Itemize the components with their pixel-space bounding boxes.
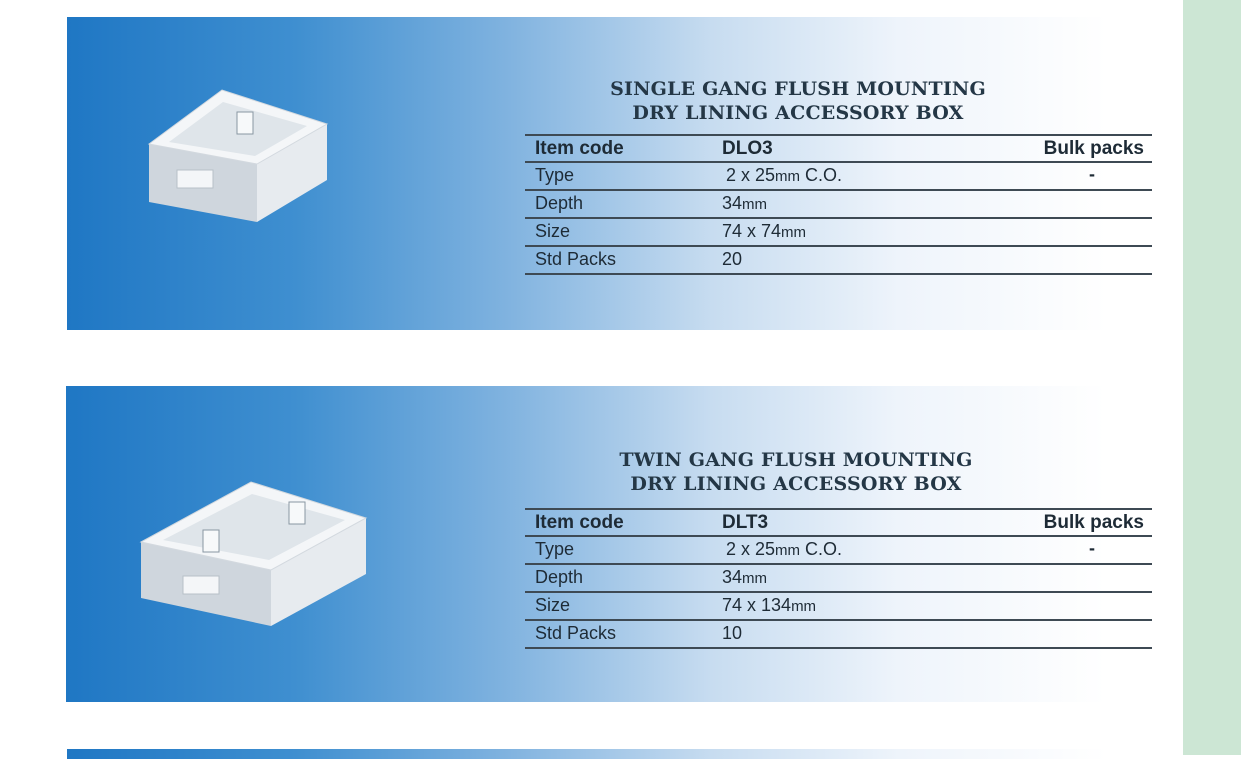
- product-title: [566, 448, 1026, 496]
- spec-header-row: [525, 134, 1152, 163]
- size-label: Size: [535, 595, 571, 615]
- product-panel-twin-gang: [66, 386, 1144, 702]
- spec-row-type: [525, 537, 1152, 565]
- type-value: 2 x 25mm C.O.: [726, 165, 843, 185]
- size-label: Size: [535, 221, 571, 241]
- type-label: Type: [535, 539, 575, 559]
- bulk-packs-label: Bulk packs: [1043, 138, 1144, 159]
- item-code-value: DLO3: [722, 138, 773, 159]
- spec-table: [525, 508, 1152, 649]
- bulk-packs-value: -: [1089, 538, 1095, 558]
- product-title: [568, 77, 1028, 125]
- bulk-packs-label: Bulk packs: [1043, 512, 1144, 533]
- product-panel-single-gang: [67, 17, 1144, 330]
- item-code-label: Item code: [535, 138, 624, 159]
- spec-row-std-packs: [525, 247, 1152, 275]
- depth-label: Depth: [535, 567, 584, 587]
- spec-table: [525, 134, 1152, 275]
- title-line-1: TWIN GANG FLUSH MOUNTING: [619, 449, 973, 471]
- title-line-2: DRY LINING ACCESSORY BOX: [630, 473, 962, 495]
- title-line-1: SINGLE GANG FLUSH MOUNTING: [610, 78, 986, 100]
- depth-label: Depth: [535, 193, 584, 213]
- product-panel-partial: [67, 749, 1107, 759]
- std-packs-value: 10: [722, 623, 743, 643]
- spec-header-row: [525, 508, 1152, 537]
- spec-row-type: [525, 163, 1152, 191]
- type-label: Type: [535, 165, 575, 185]
- depth-value: 34mm: [722, 567, 768, 587]
- twin-gang-box-image: [121, 476, 381, 626]
- spec-row-size: [525, 219, 1152, 247]
- depth-value: 34mm: [722, 193, 768, 213]
- spec-row-depth: [525, 191, 1152, 219]
- spec-row-depth: [525, 565, 1152, 593]
- bulk-packs-value: -: [1089, 164, 1095, 184]
- side-color-strip: [1183, 0, 1241, 755]
- single-gang-box-image: [127, 82, 347, 232]
- std-packs-label: Std Packs: [535, 249, 617, 269]
- item-code-label: Item code: [535, 512, 624, 533]
- size-value: 74 x 134mm: [722, 595, 817, 615]
- item-code-value: DLT3: [722, 512, 769, 533]
- std-packs-value: 20: [722, 249, 743, 269]
- title-line-2: DRY LINING ACCESSORY BOX: [632, 102, 964, 124]
- spec-row-std-packs: [525, 621, 1152, 649]
- std-packs-label: Std Packs: [535, 623, 617, 643]
- type-value: 2 x 25mm C.O.: [726, 539, 843, 559]
- size-value: 74 x 74mm: [722, 221, 807, 241]
- spec-row-size: [525, 593, 1152, 621]
